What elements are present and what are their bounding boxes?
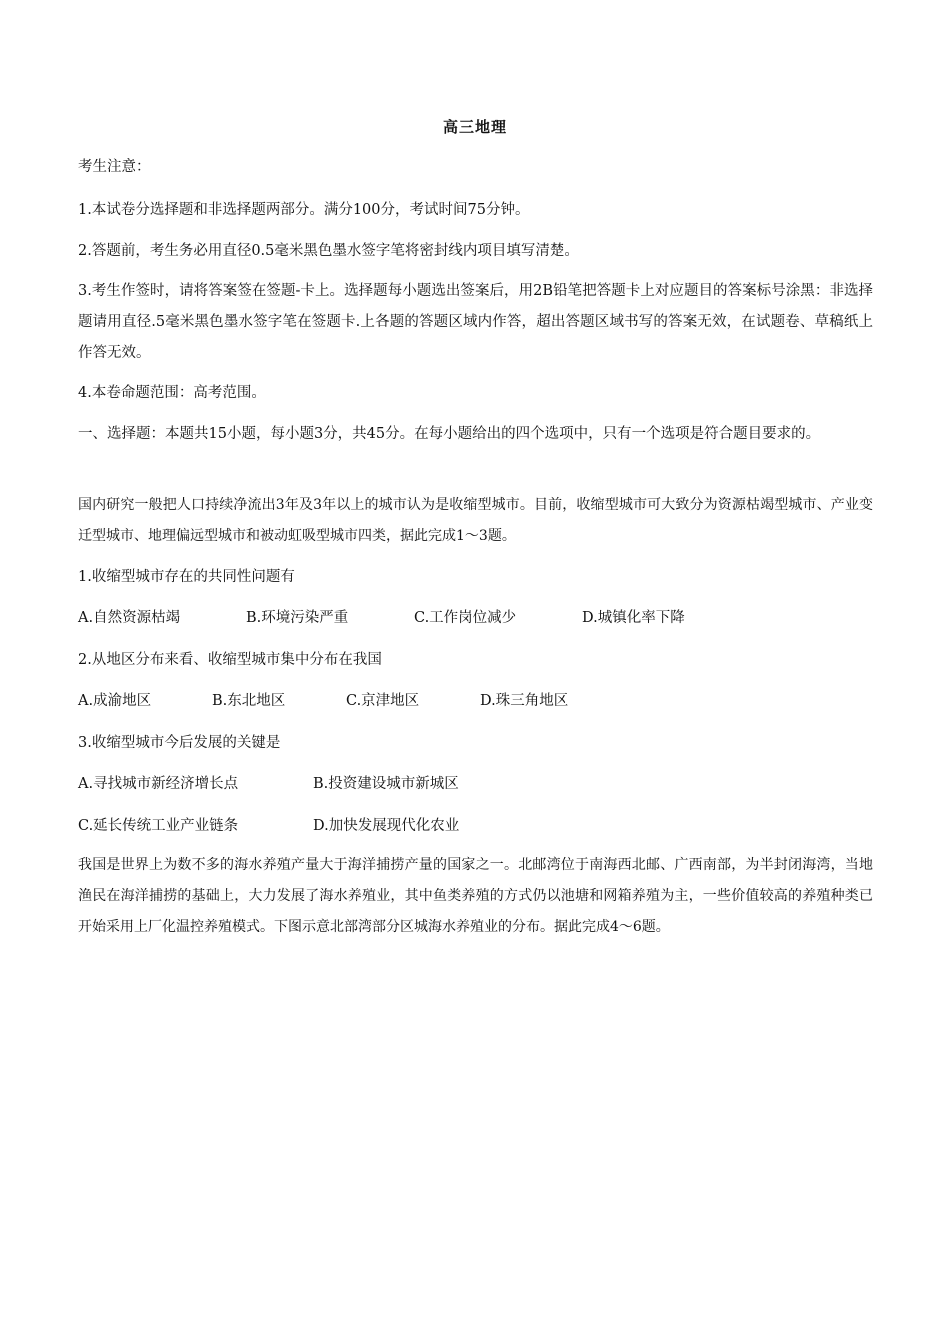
question-1-stem: 1.收缩型城市存在的共同性问题有	[78, 569, 295, 585]
question-2-option-c[interactable]: C.京津地区	[346, 693, 420, 709]
notice-heading: 考生注意：	[78, 159, 151, 175]
question-3-option-d[interactable]: D.加快发展现代化农业	[313, 818, 460, 834]
passage-2: 我国是世界上为数不多的海水养殖产量大于海洋捕捞产量的国家之一。北邮湾位于南海西北邮、广西南部，为半封闭海湾，当地渔民在海洋捕捞的基础上，大力发展了海水养殖业，其中鱼类养殖的方式仍以池塘和网箱养殖为主，一些价值较高的养殖种类已开始采用上厂化温控养殖模式。下图示意北部湾部分区城海水养殖业的分布。据此完成4～6题。	[78, 857, 873, 935]
question-2-stem: 2.从地区分布来看、收缩型城市集中分布在我国	[78, 652, 382, 668]
question-2-options	[78, 690, 873, 712]
question-3-stem: 3.收缩型城市今后发展的关键是	[78, 735, 281, 751]
question-1-options	[78, 607, 873, 629]
question-3-option-b[interactable]: B.投资建设城市新城区	[313, 776, 459, 792]
question-3-option-c[interactable]: C.延长传统工业产业链条	[78, 818, 239, 834]
question-1-option-b[interactable]: B.环境污染严重	[246, 610, 349, 626]
question-1-option-c[interactable]: C.工作岗位减少	[414, 610, 517, 626]
page-title: 高三地理	[442, 118, 507, 136]
question-1-option-d[interactable]: D.城镇化率下降	[582, 610, 685, 626]
question-2-option-a[interactable]: A.成渝地区	[78, 693, 152, 709]
question-2-option-b[interactable]: B.东北地区	[212, 693, 286, 709]
question-3-options-row-2	[78, 815, 873, 837]
question-3-options-row-1	[78, 773, 873, 795]
notice-item-1: 1.本试卷分选择题和非选择题两部分。满分100分，考试时间75分钟。	[78, 202, 530, 218]
question-2-option-d[interactable]: D.珠三角地区	[480, 693, 569, 709]
notice-item-4: 4.本卷命题范围：高考范围。	[78, 385, 266, 401]
section-heading: 一、选择题：本题共15小题，每小题3分，共45分。在每小题给出的四个选项中，只有一个选项是符合题目要求的。	[78, 426, 821, 442]
passage-1: 国内研究一般把人口持续净流出3年及3年以上的城市认为是收缩型城市。目前，收缩型城市可大致分为资源枯竭型城市、产业变迁型城市、地理偏远型城市和被动虹吸型城市四类，据此完成1～3题。	[78, 497, 873, 544]
question-3-option-a[interactable]: A.寻找城市新经济增长点	[78, 776, 239, 792]
notice-item-3: 3.考生作签时，请将答案签在签题-卡上。选择题每小题选出签案后，用2B铅笔把答题卡上对应题目的答案标号涂黑：非选择题请用直径.5毫米黑色墨水签字笔在签题卡.上各题的答题区域内作答，超出答题区域书写的答案无效，在试题卷、草稿纸上作答无效。	[78, 283, 873, 361]
question-1-option-a[interactable]: A.自然资源枯竭	[78, 610, 181, 626]
notice-item-2: 2.答题前，考生务必用直径0.5毫米黑色墨水签字笔将密封线内项目填写清楚。	[78, 243, 579, 259]
